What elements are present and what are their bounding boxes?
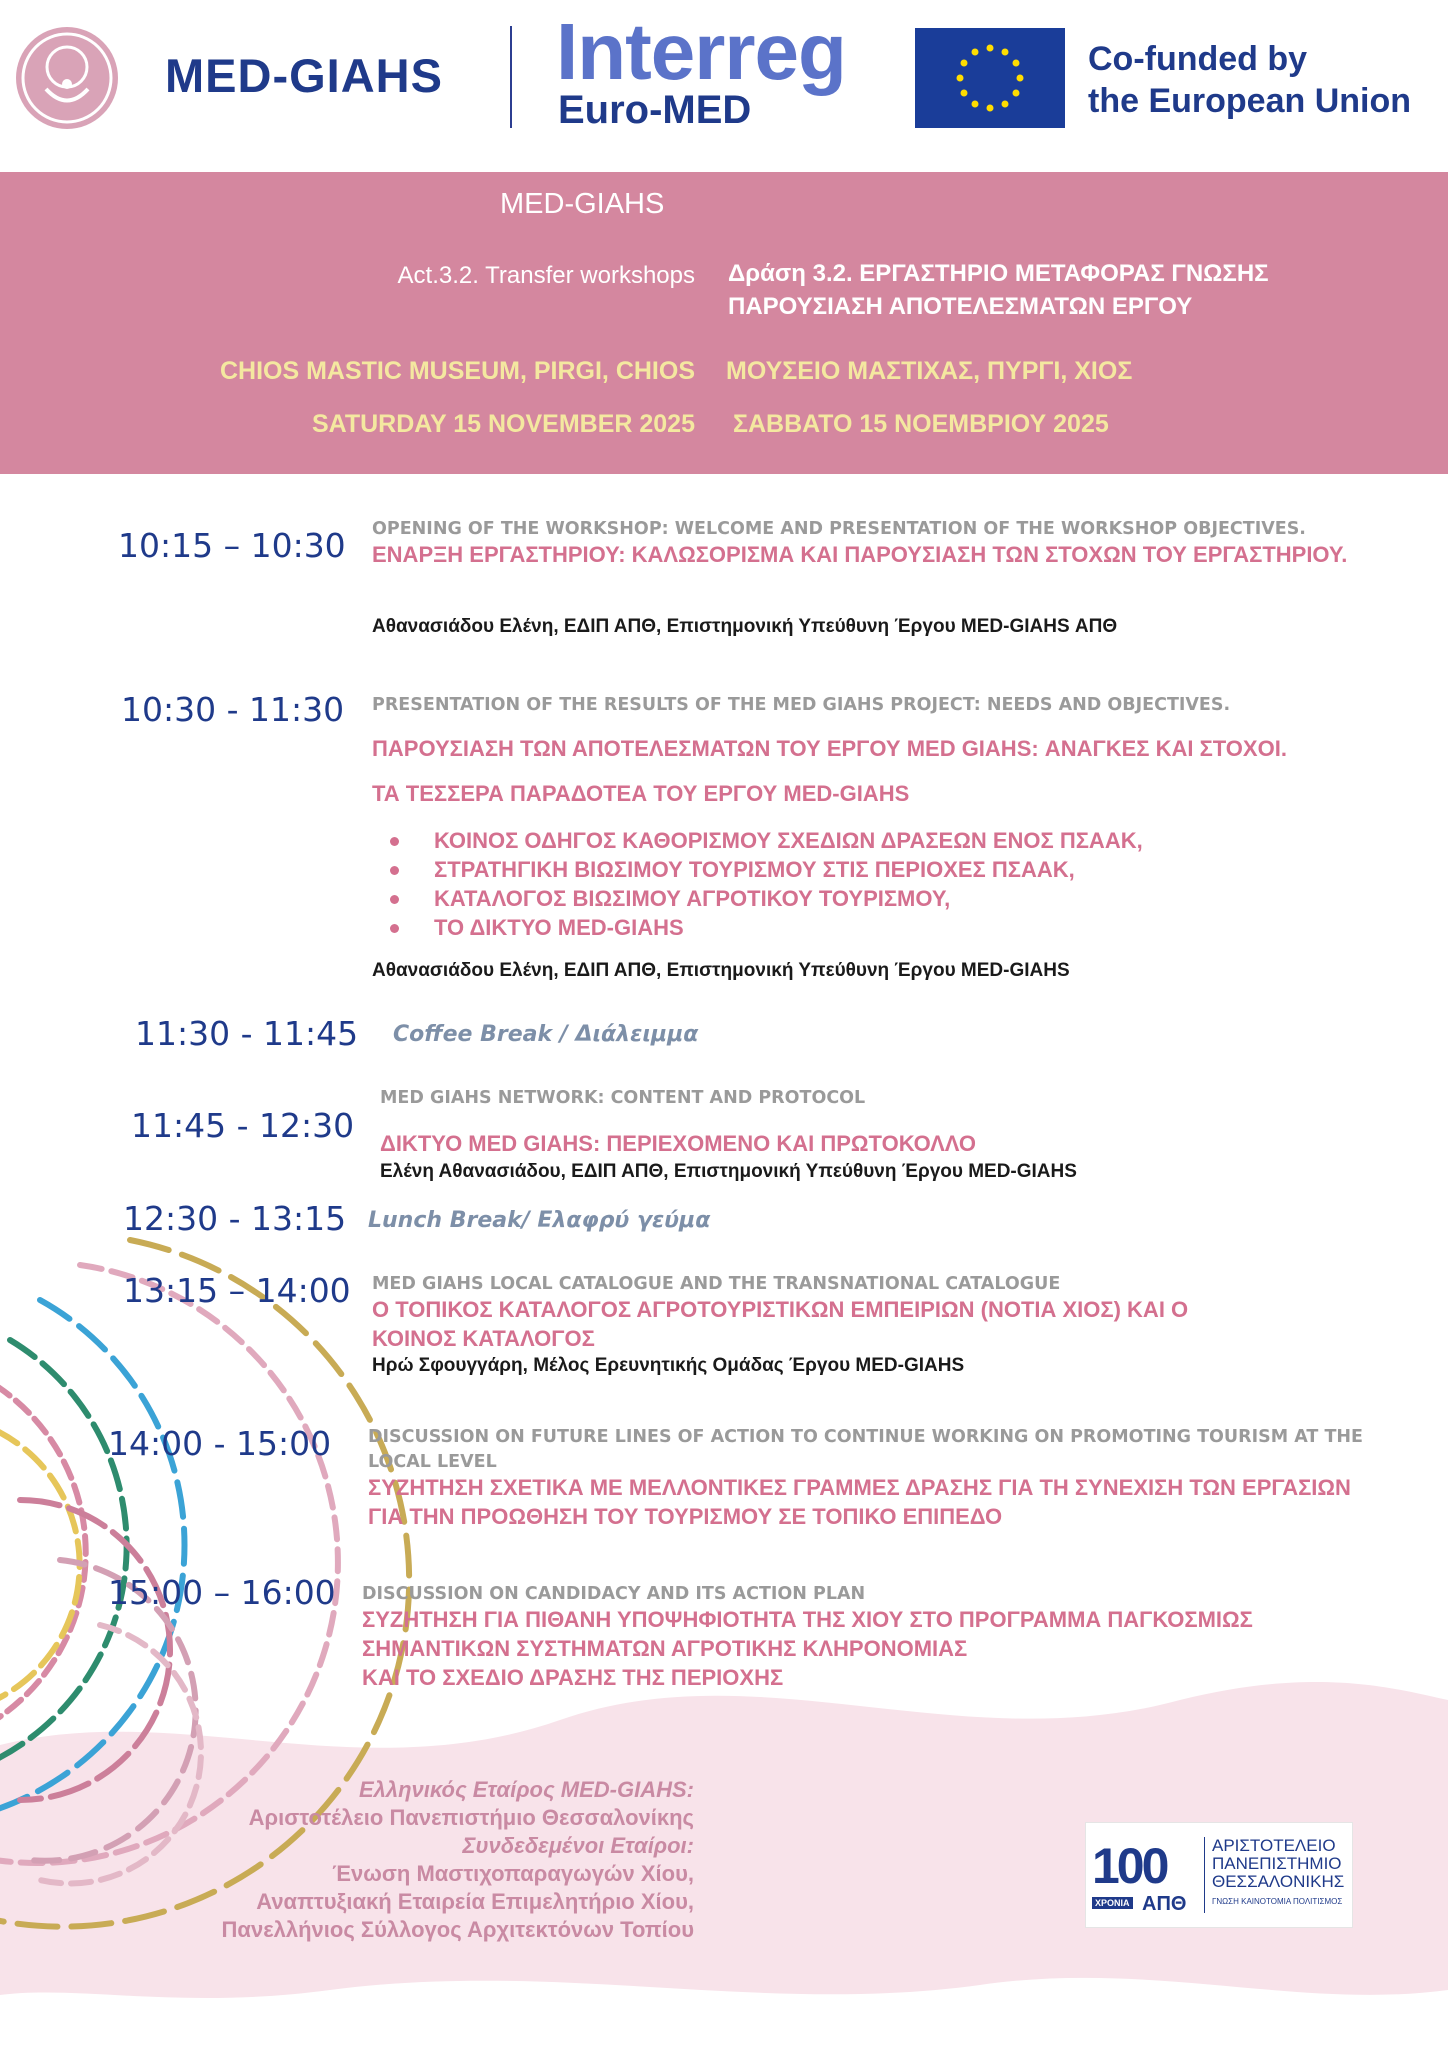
session-1-title-en: OPENING OF THE WORKSHOP: WELCOME AND PRESENTATION OF THE WORKSHOP OBJECTIVES. bbox=[372, 519, 1306, 539]
date-gr: ΣΑΒΒΑΤΟ 15 ΝΟΕΜΒΡΙΟΥ 2025 bbox=[733, 410, 1109, 438]
auth-name-line-2: ΠΑΝΕΠΙΣΤΗΜΙΟ bbox=[1212, 1854, 1342, 1873]
partners-block bbox=[222, 1776, 694, 1944]
session-4-time: 13:15 – 14:00 bbox=[123, 1271, 351, 1310]
cofunded-line-2: the European Union bbox=[1088, 82, 1411, 120]
session-4-speaker: Ηρώ Σφουγγάρη, Μέλος Ερευνητικής Ομάδας Έργου MED-GIAHS bbox=[372, 1355, 965, 1376]
date-en: SATURDAY 15 NOVEMBER 2025 bbox=[311, 410, 695, 438]
bullet-icon bbox=[390, 866, 399, 875]
venue-gr: ΜΟΥΣΕΙΟ ΜΑΣΤΙΧΑΣ, ΠΥΡΓΙ, ΧΙΟΣ bbox=[726, 357, 1133, 385]
session-6-time: 15:00 – 16:00 bbox=[108, 1573, 336, 1612]
lunch-break-time: 12:30 - 13:15 bbox=[123, 1199, 347, 1238]
session-4-title-gr: Ο ΤΟΠΙΚΟΣ ΚΑΤΑΛΟΓΟΣ ΑΓΡΟΤΟΥΡΙΣΤΙΚΩΝ ΕΜΠΕΙΡΙΩΝ (ΝΟΤΙΑ ΧΙΟΣ) ΚΑΙ Ο ΚΟΙΝΟΣ ΚΑΤΑΛΟΓΟΣ bbox=[372, 1297, 1189, 1351]
session-6-title-en: DISCUSSION ON CANDIDACY AND ITS ACTION PLAN bbox=[362, 1584, 866, 1604]
auth-logo bbox=[1085, 1822, 1353, 1928]
session-2-title-gr: ΠΑΡΟΥΣΙΑΣΗ ΤΩΝ ΑΠΟΤΕΛΕΣΜΑΤΩΝ ΤΟΥ ΕΡΓΟΥ MED GIAHS: ΑΝΑΓΚΕΣ ΚΑΙ ΣΤΟΧΟΙ. bbox=[372, 736, 1287, 761]
session-6-title-gr: ΣΥΖΗΤΗΣΗ ΓΙΑ ΠΙΘΑΝΗ ΥΠΟΨΗΦΙΟΤΗΤΑ ΤΗΣ ΧΙΟΥ ΣΤΟ ΠΡΟΓΡΑΜΜΑ ΠΑΓΚΟΣΜΙΩΣ ΣΗΜΑΝΤΙΚΩΝ ΣΥΣΤΗΜΑΤΩΝ ΑΓΡΟΤΙΚΗΣ ΚΛΗΡΟΝΟΜΙΑΣ bbox=[362, 1607, 1253, 1661]
session-5-time: 14:00 - 15:00 bbox=[108, 1424, 332, 1463]
auth-100-number: 100 bbox=[1092, 1838, 1167, 1894]
session-2-speaker: Αθανασιάδου Ελένη, ΕΔΙΠ ΑΠΘ, Επιστημονική Υπεύθυνη Έργου MED-GIAHS bbox=[372, 960, 1070, 981]
activity-gr-line-2: ΠΑΡΟΥΣΙΑΣΗ ΑΠΟΤΕΛΕΣΜΑΤΩΝ ΕΡΓΟΥ bbox=[728, 293, 1193, 320]
deliverable-text: ΤΟ ΔΙΚΤΥΟ MED-GIAHS bbox=[434, 915, 684, 940]
auth-name-line-1: ΑΡΙΣΤΟΤΕΛΕΙΟ bbox=[1212, 1836, 1336, 1855]
greek-partner-name: Αριστοτέλειο Πανεπιστήμιο Θεσσαλονίκης bbox=[248, 1805, 694, 1830]
bullet-icon bbox=[390, 895, 399, 904]
session-1-time: 10:15 – 10:30 bbox=[118, 526, 346, 565]
logo-divider bbox=[510, 26, 512, 128]
event-title: MED-GIAHS bbox=[500, 188, 665, 220]
list-item bbox=[372, 826, 1143, 855]
deliverable-text: ΣΤΡΑΤΗΓΙΚΗ ΒΙΩΣΙΜΟΥ ΤΟΥΡΙΣΜΟΥ ΣΤΙΣ ΠΕΡΙΟΧΕΣ ΠΣΑΑΚ, bbox=[434, 857, 1075, 882]
session-4-title-en: MED GIAHS LOCAL CATALOGUE AND THE TRANSNATIONAL CATALOGUE bbox=[372, 1274, 1061, 1294]
bullet-icon bbox=[390, 837, 399, 846]
event-header-banner bbox=[0, 172, 1448, 474]
lunch-break-label: Lunch Break/ Ελαφρύ γεύμα bbox=[368, 1208, 711, 1233]
session-5-title-en: DISCUSSION ON FUTURE LINES OF ACTION TO CONTINUE WORKING ON PROMOTING TOURISM AT THE LOCAL LEVEL bbox=[368, 1427, 1363, 1472]
session-6-title-gr-line-2: ΚΑΙ ΤΟ ΣΧΕΔΙΟ ΔΡΑΣΗΣ ΤΗΣ ΠΕΡΙΟΧΗΣ bbox=[362, 1665, 784, 1690]
session-3-time: 11:45 - 12:30 bbox=[131, 1106, 355, 1145]
session-5-title-gr: ΣΥΖΗΤΗΣΗ ΣΧΕΤΙΚΑ ΜΕ ΜΕΛΛΟΝΤΙΚΕΣ ΓΡΑΜΜΕΣ ΔΡΑΣΗΣ ΓΙΑ ΤΗ ΣΥΝΕΧΙΣΗ ΤΩΝ ΕΡΓΑΣΙΩΝ ΓΙΑ ΤΗΝ ΠΡΟΩΘΗΣΗ ΤΟΥ ΤΟΥΡΙΣΜΟΥ ΣΕ ΤΟΠΙΚΟ ΕΠΙΠΕΔΟ bbox=[368, 1475, 1351, 1529]
cofunded-text bbox=[1088, 38, 1411, 122]
cofunded-line-1: Co-funded by bbox=[1088, 40, 1308, 78]
globe-hands-icon bbox=[16, 27, 118, 129]
bullet-icon bbox=[390, 924, 399, 933]
session-2-deliverables-title: ΤΑ ΤΕΣΣΕΡΑ ΠΑΡΑΔΟΤΕΑ ΤΟΥ ΕΡΓΟΥ MED-GIAHS bbox=[372, 781, 910, 806]
auth-name bbox=[1212, 1837, 1344, 1891]
session-2-time: 10:30 - 11:30 bbox=[121, 690, 345, 729]
session-1-title-gr: ΕΝΑΡΞΗ ΕΡΓΑΣΤΗΡΙΟΥ: ΚΑΛΩΣΟΡΙΣΜΑ ΚΑΙ ΠΑΡΟΥΣΙΑΣΗ ΤΩΝ ΣΤΟΧΩΝ ΤΟΥ ΕΡΓΑΣΤΗΡΙΟΥ. bbox=[372, 542, 1348, 567]
activity-en: Act.3.2. Transfer workshops bbox=[397, 262, 695, 289]
auth-abbr: ΑΠΘ bbox=[1142, 1893, 1187, 1915]
session-2-title-en: PRESENTATION OF THE RESULTS OF THE MED GIAHS PROJECT: NEEDS AND OBJECTIVES. bbox=[372, 695, 1231, 715]
associated-partner: Ένωση Μαστιχοπαραγωγών Χίου, bbox=[332, 1861, 694, 1886]
session-3-title-en: MED GIAHS NETWORK: CONTENT AND PROTOCOL bbox=[380, 1088, 866, 1108]
session-3-speaker: Ελένη Αθανασιάδου, ΕΔΙΠ ΑΠΘ, Επιστημονική Υπεύθυνη Έργου MED-GIAHS bbox=[380, 1161, 1077, 1182]
greek-partner-title: Ελληνικός Εταίρος MED-GIAHS: bbox=[358, 1777, 694, 1802]
list-item bbox=[372, 855, 1143, 884]
activity-gr-line-1: Δράση 3.2. ΕΡΓΑΣΤΗΡΙΟ ΜΕΤΑΦΟΡΑΣ ΓΝΩΣΗΣ bbox=[728, 260, 1269, 287]
venue-en: CHIOS MASTIC MUSEUM, PIRGI, CHIOS bbox=[219, 357, 695, 385]
associated-partner: Αναπτυξιακή Εταιρεία Επιμελητήριο Χίου, bbox=[256, 1889, 694, 1914]
session-2-deliverables-list bbox=[372, 826, 1143, 942]
med-giahs-logo-text: MED-GIAHS bbox=[165, 49, 443, 102]
auth-years-label: ΧΡΟΝΙΑ bbox=[1092, 1897, 1133, 1909]
associated-partner: Πανελλήνιος Σύλλογος Αρχιτεκτόνων Τοπίου bbox=[221, 1917, 694, 1942]
session-3-title-gr: ΔΙΚΤΥΟ MED GIAHS: ΠΕΡΙΕΧΟΜΕΝΟ ΚΑΙ ΠΡΩΤΟΚΟΛΛΟ bbox=[380, 1131, 976, 1156]
auth-name-line-3: ΘΕΣΣΑΛΟΝΙΚΗΣ bbox=[1212, 1872, 1345, 1891]
euro-med-logo-text: Euro-MED bbox=[558, 88, 752, 132]
associated-partners-title: Συνδεδεμένοι Εταίροι: bbox=[462, 1833, 694, 1858]
coffee-break-time: 11:30 - 11:45 bbox=[135, 1014, 359, 1053]
interreg-logo-text: Interreg bbox=[556, 7, 846, 96]
list-item bbox=[372, 913, 1143, 942]
deliverable-text: ΚΟΙΝΟΣ ΟΔΗΓΟΣ ΚΑΘΟΡΙΣΜΟΥ ΣΧΕΔΙΩΝ ΔΡΑΣΕΩΝ ΕΝΟΣ ΠΣΑΑΚ, bbox=[434, 828, 1143, 853]
auth-logo-divider bbox=[1204, 1837, 1205, 1913]
session-1-speaker: Αθανασιάδου Ελένη, ΕΔΙΠ ΑΠΘ, Επιστημονική Υπεύθυνη Έργου MED-GIAHS ΑΠΘ bbox=[372, 616, 1118, 637]
med-giahs-emblem bbox=[16, 27, 118, 129]
coffee-break-label: Coffee Break / Διάλειμμα bbox=[393, 1022, 699, 1047]
auth-tagline: ΓΝΩΣΗ ΚΑΙΝΟΤΟΜΙΑ ΠΟΛΙΤΙΣΜΟΣ bbox=[1212, 1897, 1343, 1906]
list-item bbox=[372, 884, 1143, 913]
deliverable-text: ΚΑΤΑΛΟΓΟΣ ΒΙΩΣΙΜΟΥ ΑΓΡΟΤΙΚΟΥ ΤΟΥΡΙΣΜΟΥ, bbox=[434, 886, 951, 911]
eu-flag-icon bbox=[915, 28, 1065, 128]
